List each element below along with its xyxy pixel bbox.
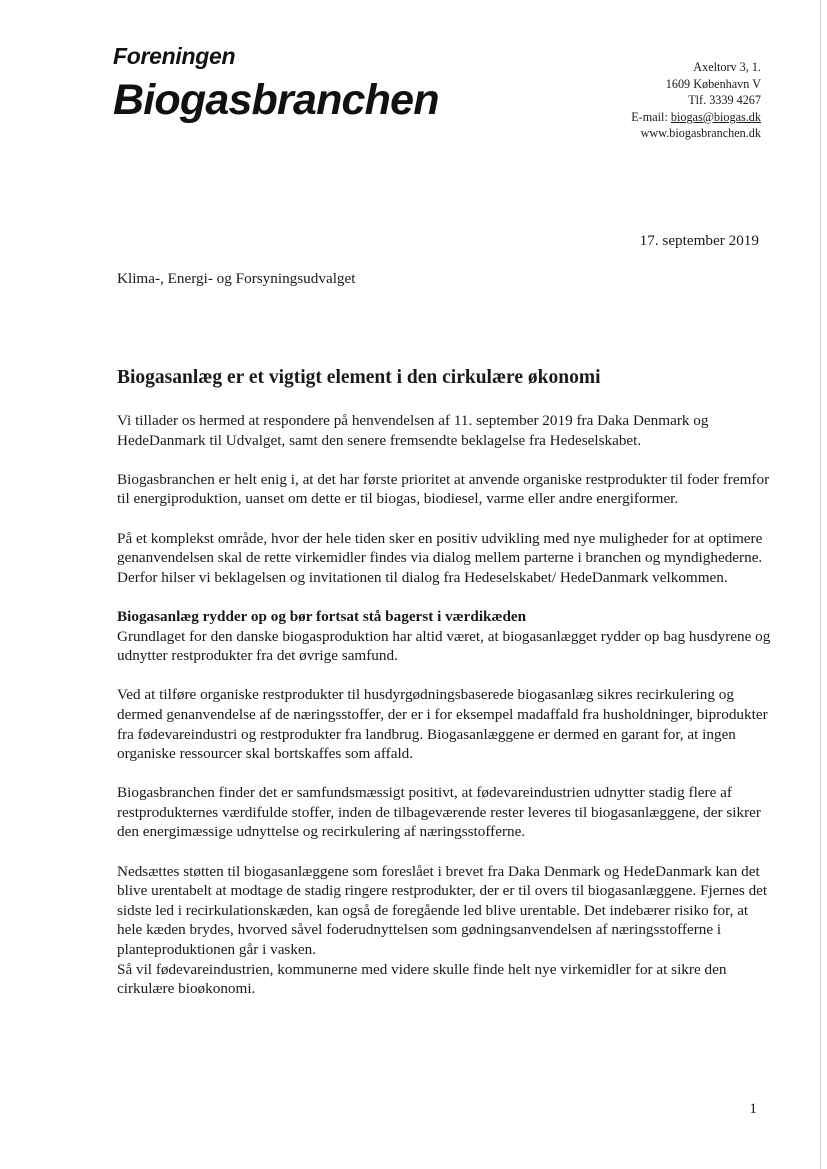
page-edge-line [820,0,821,1169]
body-paragraph-4: Grundlaget for den danske biogasproduktion har altid været, at biogasanlægget rydder op bag husdyrene og udnytter restprodukter fra det øvrige samfund. [117,627,771,665]
email-label: E-mail: [631,109,671,124]
logo-org-line2: Biogasbranchen [113,76,439,124]
page-number: 1 [749,1100,757,1117]
letter-date: 17. september 2019 [639,232,759,249]
letterhead-address [631,59,761,142]
address-email-line [631,109,761,126]
address-city: 1609 København V [665,76,761,91]
body-paragraph-2: Biogasbranchen er helt enig i, at det har første prioritet at anvende organiske restprodukter til foder fremfor til energiproduktion, uanset om dette er til biogas, biodiesel, varme eller andre energiformer. [117,470,770,508]
email-link[interactable]: biogas@biogas.dk [670,109,761,124]
body-paragraph-3: På et komplekst område, hvor der hele tiden sker en positiv udvikling med nye muligheder for at optimere genanvendelsen skal de rette virkemidler findes via dialog mellem parterne i branchen og myndighederne. Derfor hilser vi beklagelsen og invitationen til dialog fra Hedeselskabet/ HedeDanmark velkommen. [117,529,763,586]
body-paragraph-6: Biogasbranchen finder det er samfundsmæssigt positivt, at fødevareindustrien udnytter stadig flere af restprodukternes værdifulde stoffer, inden de tilbageværende rester leveres til biogasanlæggene, der sikrer den energimæssige udnyttelse og recirkulering af næringsstofferne. [117,784,761,841]
address-website: www.biogasbranchen.dk [640,126,761,140]
letter-heading: Biogasanlæg er et vigtigt element i den cirkulære økonomi [117,367,601,388]
body-paragraph-7: Nedsættes støtten til biogasanlæggene som foreslået i brevet fra Daka Denmark og HedeDanmark kan det blive urentabelt at modtage de stadig ringere restprodukter, der er til overs til biogasanlæggene. Fjernes det sidste led i recirkulationskæden, kan også de foregående led blive urentable. Det indebærer risiko for, at hele kæden brydes, hvorved såvel foderudnyttelsen som gødningsanvendelsen af næringsstofferne i planteproduktionen går i vasken. [117,862,768,959]
section-subheading: Biogasanlæg rydder op og bør fortsat stå bagerst i værdikæden [117,607,527,625]
address-phone: Tlf. 3339 4267 [688,93,761,107]
logo-org-line1: Foreningen [113,43,236,69]
body-paragraph-1: Vi tillader os hermed at respondere på henvendelsen af 11. september 2019 fra Daka Denmark og HedeDanmark til Udvalget, samt den senere fremsendte beklagelse fra Hedeselskabet. [117,412,709,449]
body-paragraph-5: Ved at tilføre organiske restprodukter til husdyrgødningsbaserede biogasanlæg sikres recirkulering og dermed genanvendelse af de næringsstoffer, der er i for eksempel madaffald fra husholdninger, biprodukter fra fødevareindustri og restprodukter fra landbrug. Biogasanlæggene er dermed en garant for, at ingen organiske ressourcer skal bortskaffes som affald. [117,686,768,763]
letter-recipient: Klima-, Energi- og Forsyningsudvalget [117,270,356,287]
letter-body [117,411,777,1018]
body-paragraph-8: Så vil fødevareindustrien, kommunerne med videre skulle finde helt nye virkemidler for at sikre den cirkulære bioøkonomi. [117,960,727,998]
address-street: Axeltorv 3, 1. [693,60,761,74]
letterhead-logo [113,42,439,126]
